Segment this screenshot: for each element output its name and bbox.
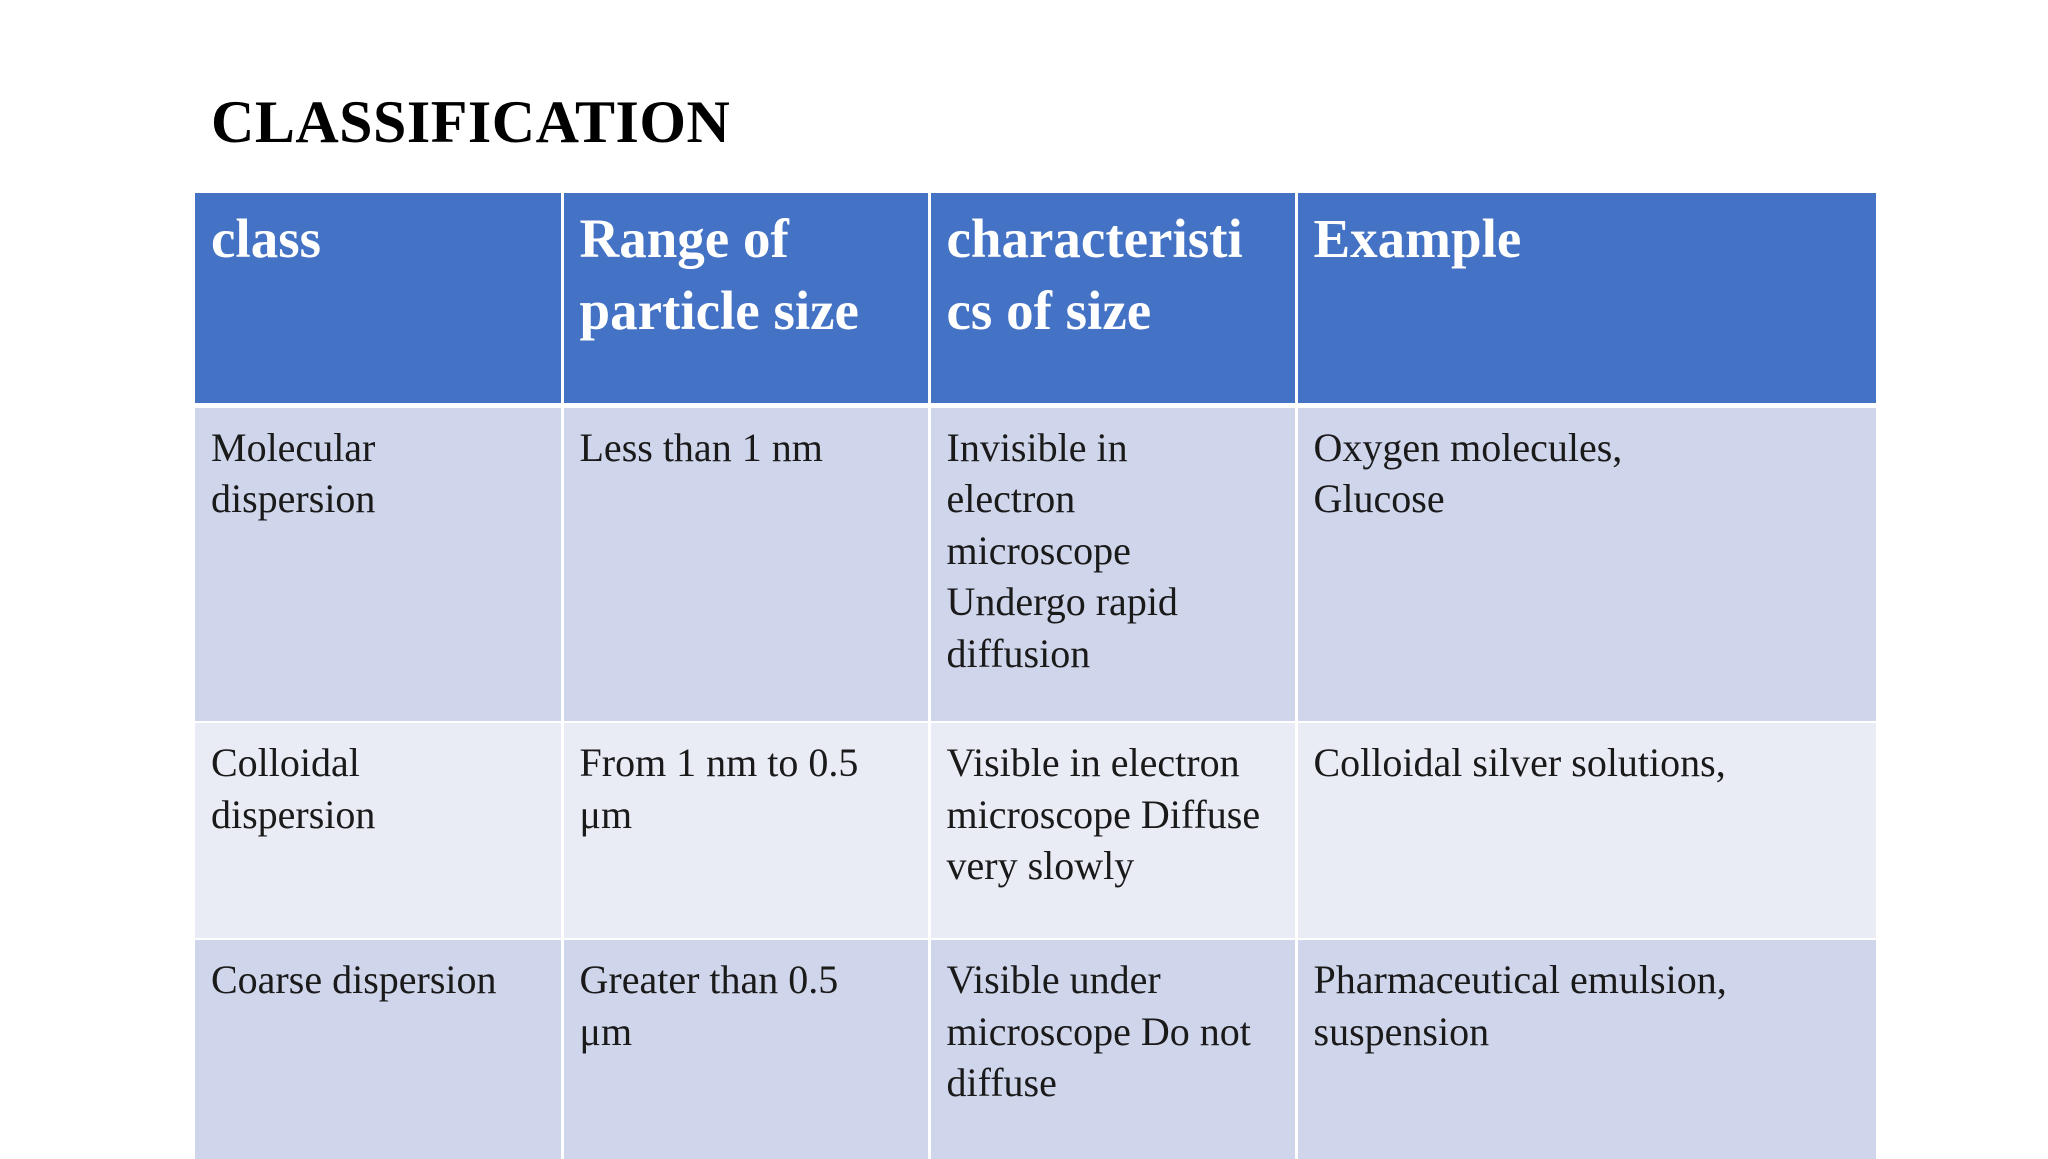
cell-line: Molecular: [211, 424, 376, 470]
cell-line: Pharmaceutical emulsion,: [1313, 957, 1727, 1002]
cell-class: [195, 722, 562, 939]
cell-line: diffusion: [946, 630, 1091, 676]
cell-line: Colloidal silver solutions,: [1313, 740, 1726, 785]
cell-line: Coarse dispersion: [211, 957, 497, 1002]
header-line: cs of size: [946, 280, 1152, 341]
table-row: [195, 405, 1876, 722]
cell-characteristics: [929, 722, 1296, 939]
cell-line: Undergo rapid: [946, 579, 1178, 624]
cell-line: From 1 nm to 0.5: [579, 740, 859, 785]
cell-line: Visible in electron: [946, 740, 1240, 785]
header-line: Example: [1313, 208, 1522, 269]
header-line: Range of: [579, 208, 789, 269]
cell-line: suspension: [1313, 1008, 1490, 1054]
cell-example: [1296, 722, 1876, 939]
cell-line: μm: [579, 791, 633, 837]
cell-line: microscope Do not: [946, 1008, 1251, 1054]
header-line: characteristi: [946, 208, 1243, 269]
cell-range: [562, 405, 929, 722]
cell-line: microscope: [946, 527, 1131, 573]
table-row: [195, 939, 1876, 1159]
cell-line: Glucose: [1313, 476, 1445, 521]
cell-class: [195, 405, 562, 722]
cell-example: [1296, 939, 1876, 1159]
cell-example: [1296, 405, 1876, 722]
cell-line: microscope Diffuse: [946, 791, 1261, 837]
header-line: class: [211, 208, 321, 269]
cell-line: μm: [579, 1008, 633, 1054]
slide-title: CLASSIFICATION: [211, 89, 731, 155]
cell-line: dispersion: [211, 791, 376, 837]
cell-line: Invisible in: [946, 424, 1128, 470]
cell-line: Greater than 0.5: [579, 957, 839, 1002]
cell-line: Less than 1 nm: [579, 424, 823, 470]
cell-range: [562, 939, 929, 1159]
cell-characteristics: [929, 405, 1296, 722]
classification-table: [195, 193, 1876, 1159]
cell-class: [195, 939, 562, 1159]
table-row: [195, 722, 1876, 939]
table-header-row: [195, 193, 1876, 405]
header-example: [1296, 193, 1876, 405]
cell-line: very slowly: [946, 843, 1135, 888]
cell-range: [562, 722, 929, 939]
cell-characteristics: [929, 939, 1296, 1159]
cell-line: diffuse: [946, 1060, 1057, 1105]
header-line: particle size: [579, 280, 859, 341]
header-range-of-particle-size: [562, 193, 929, 405]
header-characteristics-of-size: [929, 193, 1296, 405]
cell-line: dispersion: [211, 476, 376, 521]
cell-line: Colloidal: [211, 740, 360, 785]
cell-line: electron: [946, 476, 1076, 521]
cell-line: Oxygen molecules,: [1313, 424, 1623, 470]
header-class: [195, 193, 562, 405]
cell-line: Visible under: [946, 957, 1161, 1002]
